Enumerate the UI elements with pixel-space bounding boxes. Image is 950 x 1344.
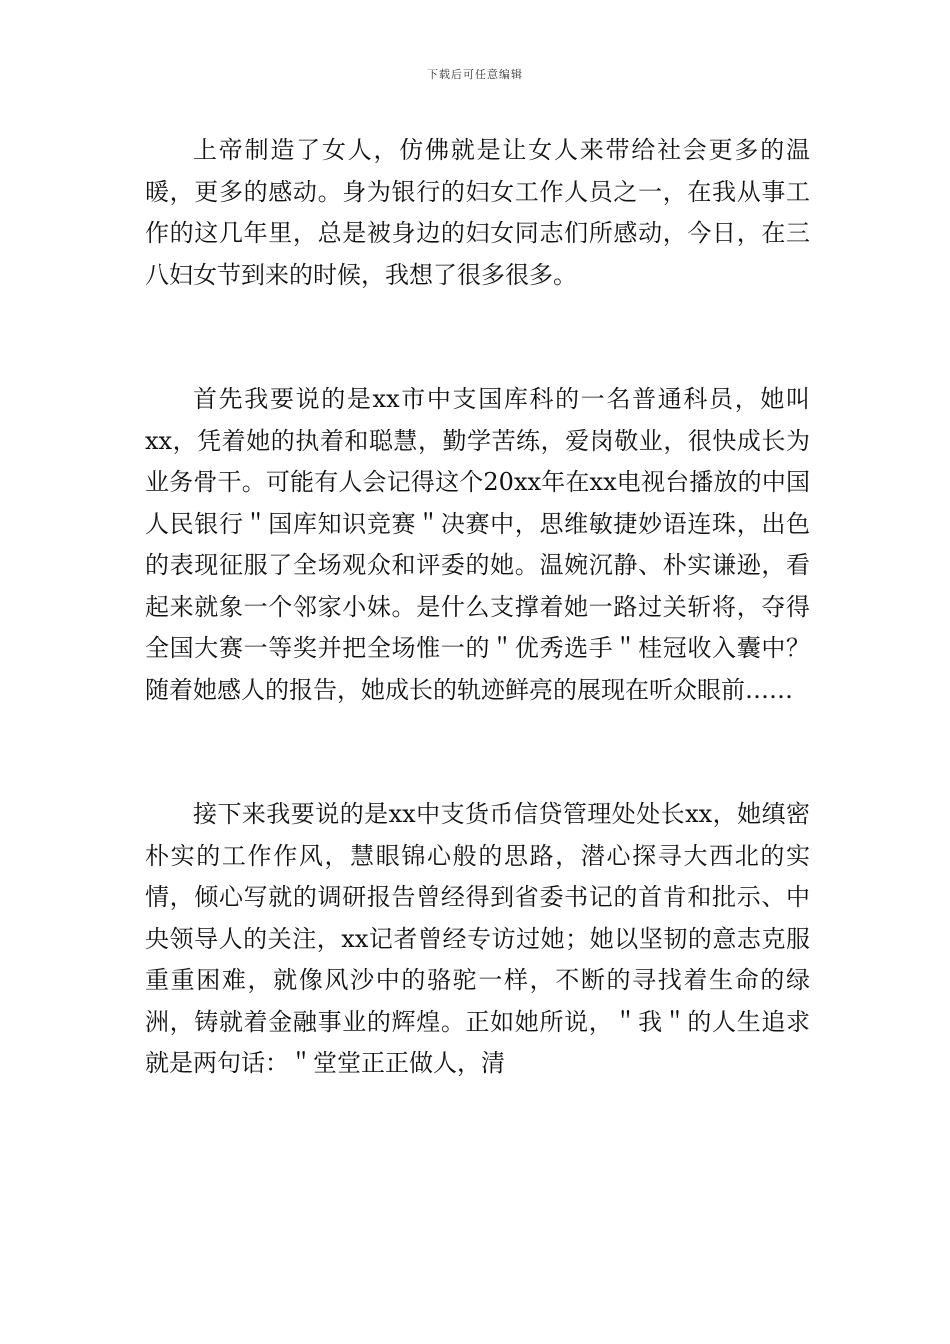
header-note: 下载后可任意编辑 [427, 68, 523, 81]
document-body [145, 130, 810, 1085]
paragraph-2: 首先我要说的是xx市中支国库科的一名普通科员，她叫xx，凭着她的执着和聪慧，勤学苦练，爱岗敬业，很快成长为业务骨干。可能有人会记得这个20xx年在xx电视台播放的中国人民银行＂国库知识竞赛＂决赛中，思维敏捷妙语连珠，出色的表现征服了全场观众和评委的她。温婉沉静、朴实谦逊，看起来就象一个邻家小妹。是什么支撑着她一路过关斩将，夺得全国大赛一等奖并把全场惟一的＂优秀选手＂桂冠收入囊中？随着她感人的报告，她成长的轨迹鲜亮的展现在听众眼前…… [145, 385, 810, 704]
paragraph-3: 接下来我要说的是xx中支货币信贷管理处处长xx，她缜密朴实的工作作风，慧眼锦心般的思路，潜心探寻大西北的实情，倾心写就的调研报告曾经得到省委书记的首肯和批示、中央领导人的关注，xx记者曾经专访过她；她以坚韧的意志克服重重困难，就像风沙中的骆驼一样，不断的寻找着生命的绿洲，铸就着金融事业的辉煌。正如她所说，＂我＂的人生追求就是两句话：＂堂堂正正做人，清 [145, 800, 810, 1077]
paragraph-1: 上帝制造了女人，仿佛就是让女人来带给社会更多的温暖，更多的感动。身为银行的妇女工作人员之一，在我从事工作的这几年里，总是被身边的妇女同志们所感动，今日，在三八妇女节到来的时候，我想了很多很多。 [145, 136, 810, 289]
